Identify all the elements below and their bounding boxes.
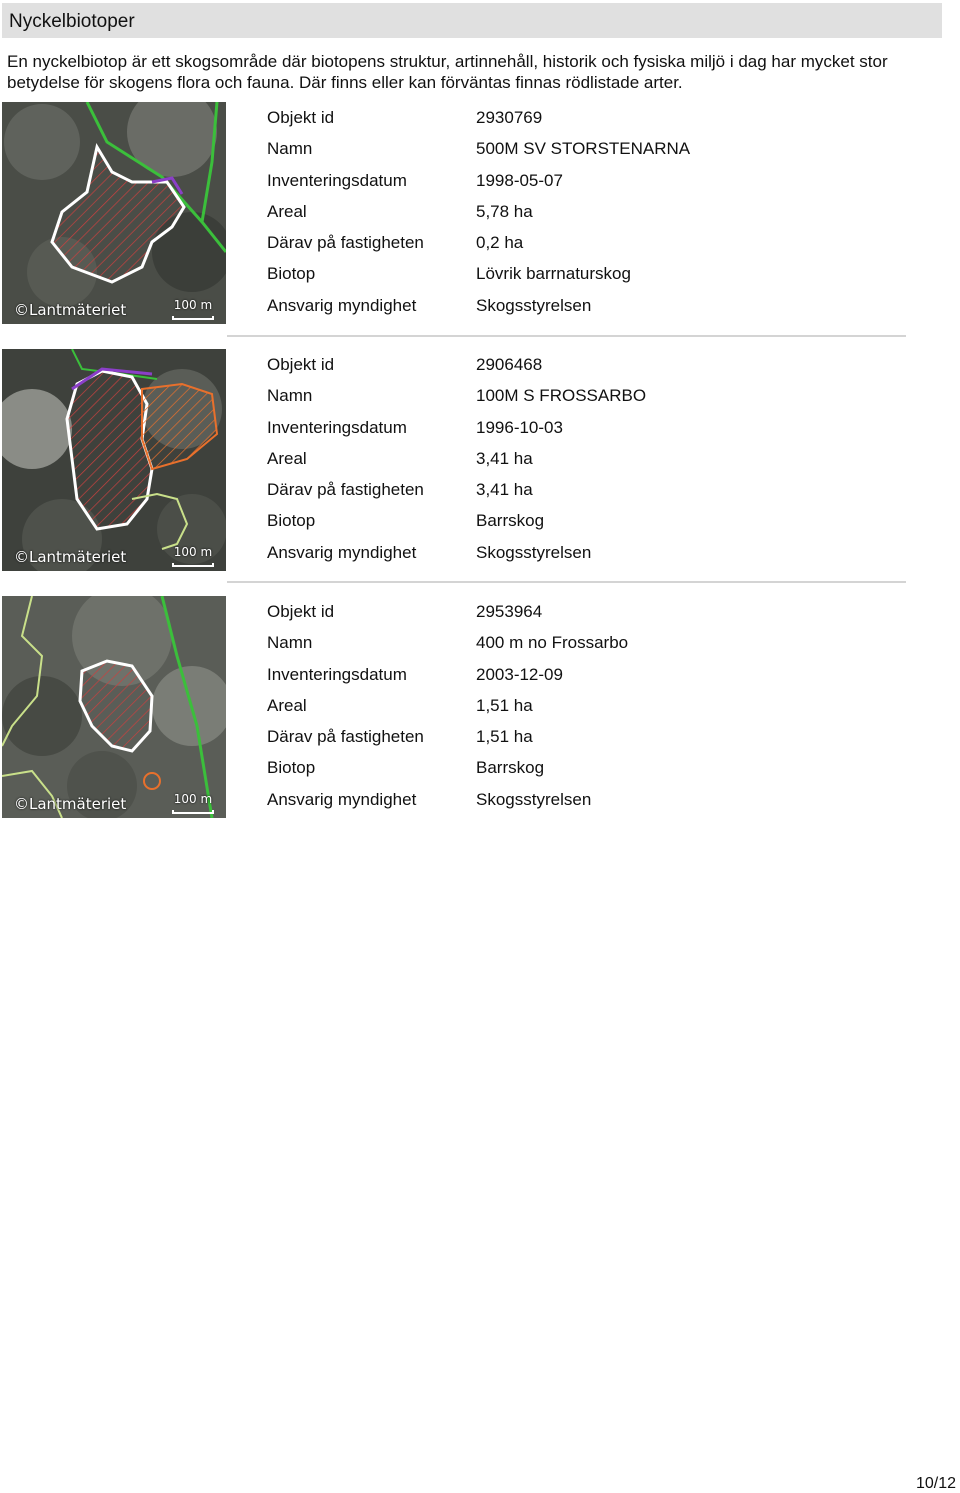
value-namn: 100M S FROSSARBO	[476, 386, 647, 406]
label-inventeringsdatum: Inventeringsdatum	[267, 170, 407, 190]
value-biotop: Lövrik barrnaturskog	[476, 264, 631, 284]
record-divider	[227, 335, 906, 337]
label-areal: Areal	[267, 201, 307, 221]
label-ansvarig: Ansvarig myndighet	[267, 295, 417, 315]
value-objekt-id: 2930769	[476, 108, 543, 127]
label-darav: Därav på fastigheten	[267, 727, 424, 747]
value-inventeringsdatum: 1998-05-07	[476, 170, 563, 190]
value-objekt-id: 2953964	[476, 602, 543, 621]
map-scale-label: 100 m	[173, 792, 213, 806]
value-ansvarig: Skogsstyrelsen	[476, 542, 592, 562]
value-namn: 500M SV STORSTENARNA	[476, 139, 691, 159]
value-inventeringsdatum: 1996-10-03	[476, 417, 563, 437]
map-scale-bar	[172, 316, 214, 320]
value-areal: 5,78 ha	[476, 201, 533, 221]
label-objekt-id: Objekt id	[267, 355, 335, 374]
map-scale-label: 100 m	[173, 298, 213, 312]
value-darav: 0,2 ha	[476, 233, 524, 253]
label-areal: Areal	[267, 695, 307, 715]
map-scale-bar	[172, 810, 214, 814]
section-header	[2, 3, 942, 38]
value-inventeringsdatum: 2003-12-09	[476, 664, 563, 684]
biotope-record	[0, 349, 960, 585]
label-objekt-id: Objekt id	[267, 108, 335, 127]
label-objekt-id: Objekt id	[267, 602, 335, 621]
value-biotop: Barrskog	[476, 758, 545, 778]
map-copyright: ©Lantmäteriet	[14, 548, 127, 566]
section-title: Nyckelbiotoper	[9, 11, 135, 32]
value-areal: 3,41 ha	[476, 448, 533, 468]
value-ansvarig: Skogsstyrelsen	[476, 789, 592, 809]
value-darav: 3,41 ha	[476, 480, 533, 500]
biotope-record	[0, 596, 960, 832]
map-copyright: ©Lantmäteriet	[14, 795, 127, 813]
value-biotop: Barrskog	[476, 511, 545, 531]
label-namn: Namn	[267, 139, 313, 159]
aerial-map	[2, 102, 226, 324]
map-copyright: ©Lantmäteriet	[14, 301, 127, 319]
label-ansvarig: Ansvarig myndighet	[267, 789, 417, 809]
label-biotop: Biotop	[267, 511, 316, 531]
map-scale-label: 100 m	[173, 545, 213, 559]
label-inventeringsdatum: Inventeringsdatum	[267, 417, 407, 437]
value-namn: 400 m no Frossarbo	[476, 633, 629, 653]
map-scale-bar	[172, 563, 214, 567]
value-areal: 1,51 ha	[476, 695, 533, 715]
record-divider	[227, 581, 906, 583]
page-number: 10/12	[915, 1475, 956, 1492]
value-objekt-id: 2906468	[476, 355, 543, 374]
label-darav: Därav på fastigheten	[267, 233, 424, 253]
label-namn: Namn	[267, 633, 313, 653]
intro-paragraph: En nyckelbiotop är ett skogsområde där biotopens struktur, artinnehåll, historik och fysiska miljö i dag har mycket stor betydelse för skogens flora och fauna. Där finns eller kan förväntas finnas rödlistade arter.	[7, 52, 888, 92]
label-namn: Namn	[267, 386, 313, 406]
label-ansvarig: Ansvarig myndighet	[267, 542, 417, 562]
label-inventeringsdatum: Inventeringsdatum	[267, 664, 407, 684]
aerial-map	[2, 596, 226, 818]
biotope-record	[0, 102, 960, 338]
label-darav: Därav på fastigheten	[267, 480, 424, 500]
value-ansvarig: Skogsstyrelsen	[476, 295, 592, 315]
aerial-map	[2, 349, 226, 571]
value-darav: 1,51 ha	[476, 727, 533, 747]
label-biotop: Biotop	[267, 758, 316, 778]
label-areal: Areal	[267, 448, 307, 468]
label-biotop: Biotop	[267, 264, 316, 284]
